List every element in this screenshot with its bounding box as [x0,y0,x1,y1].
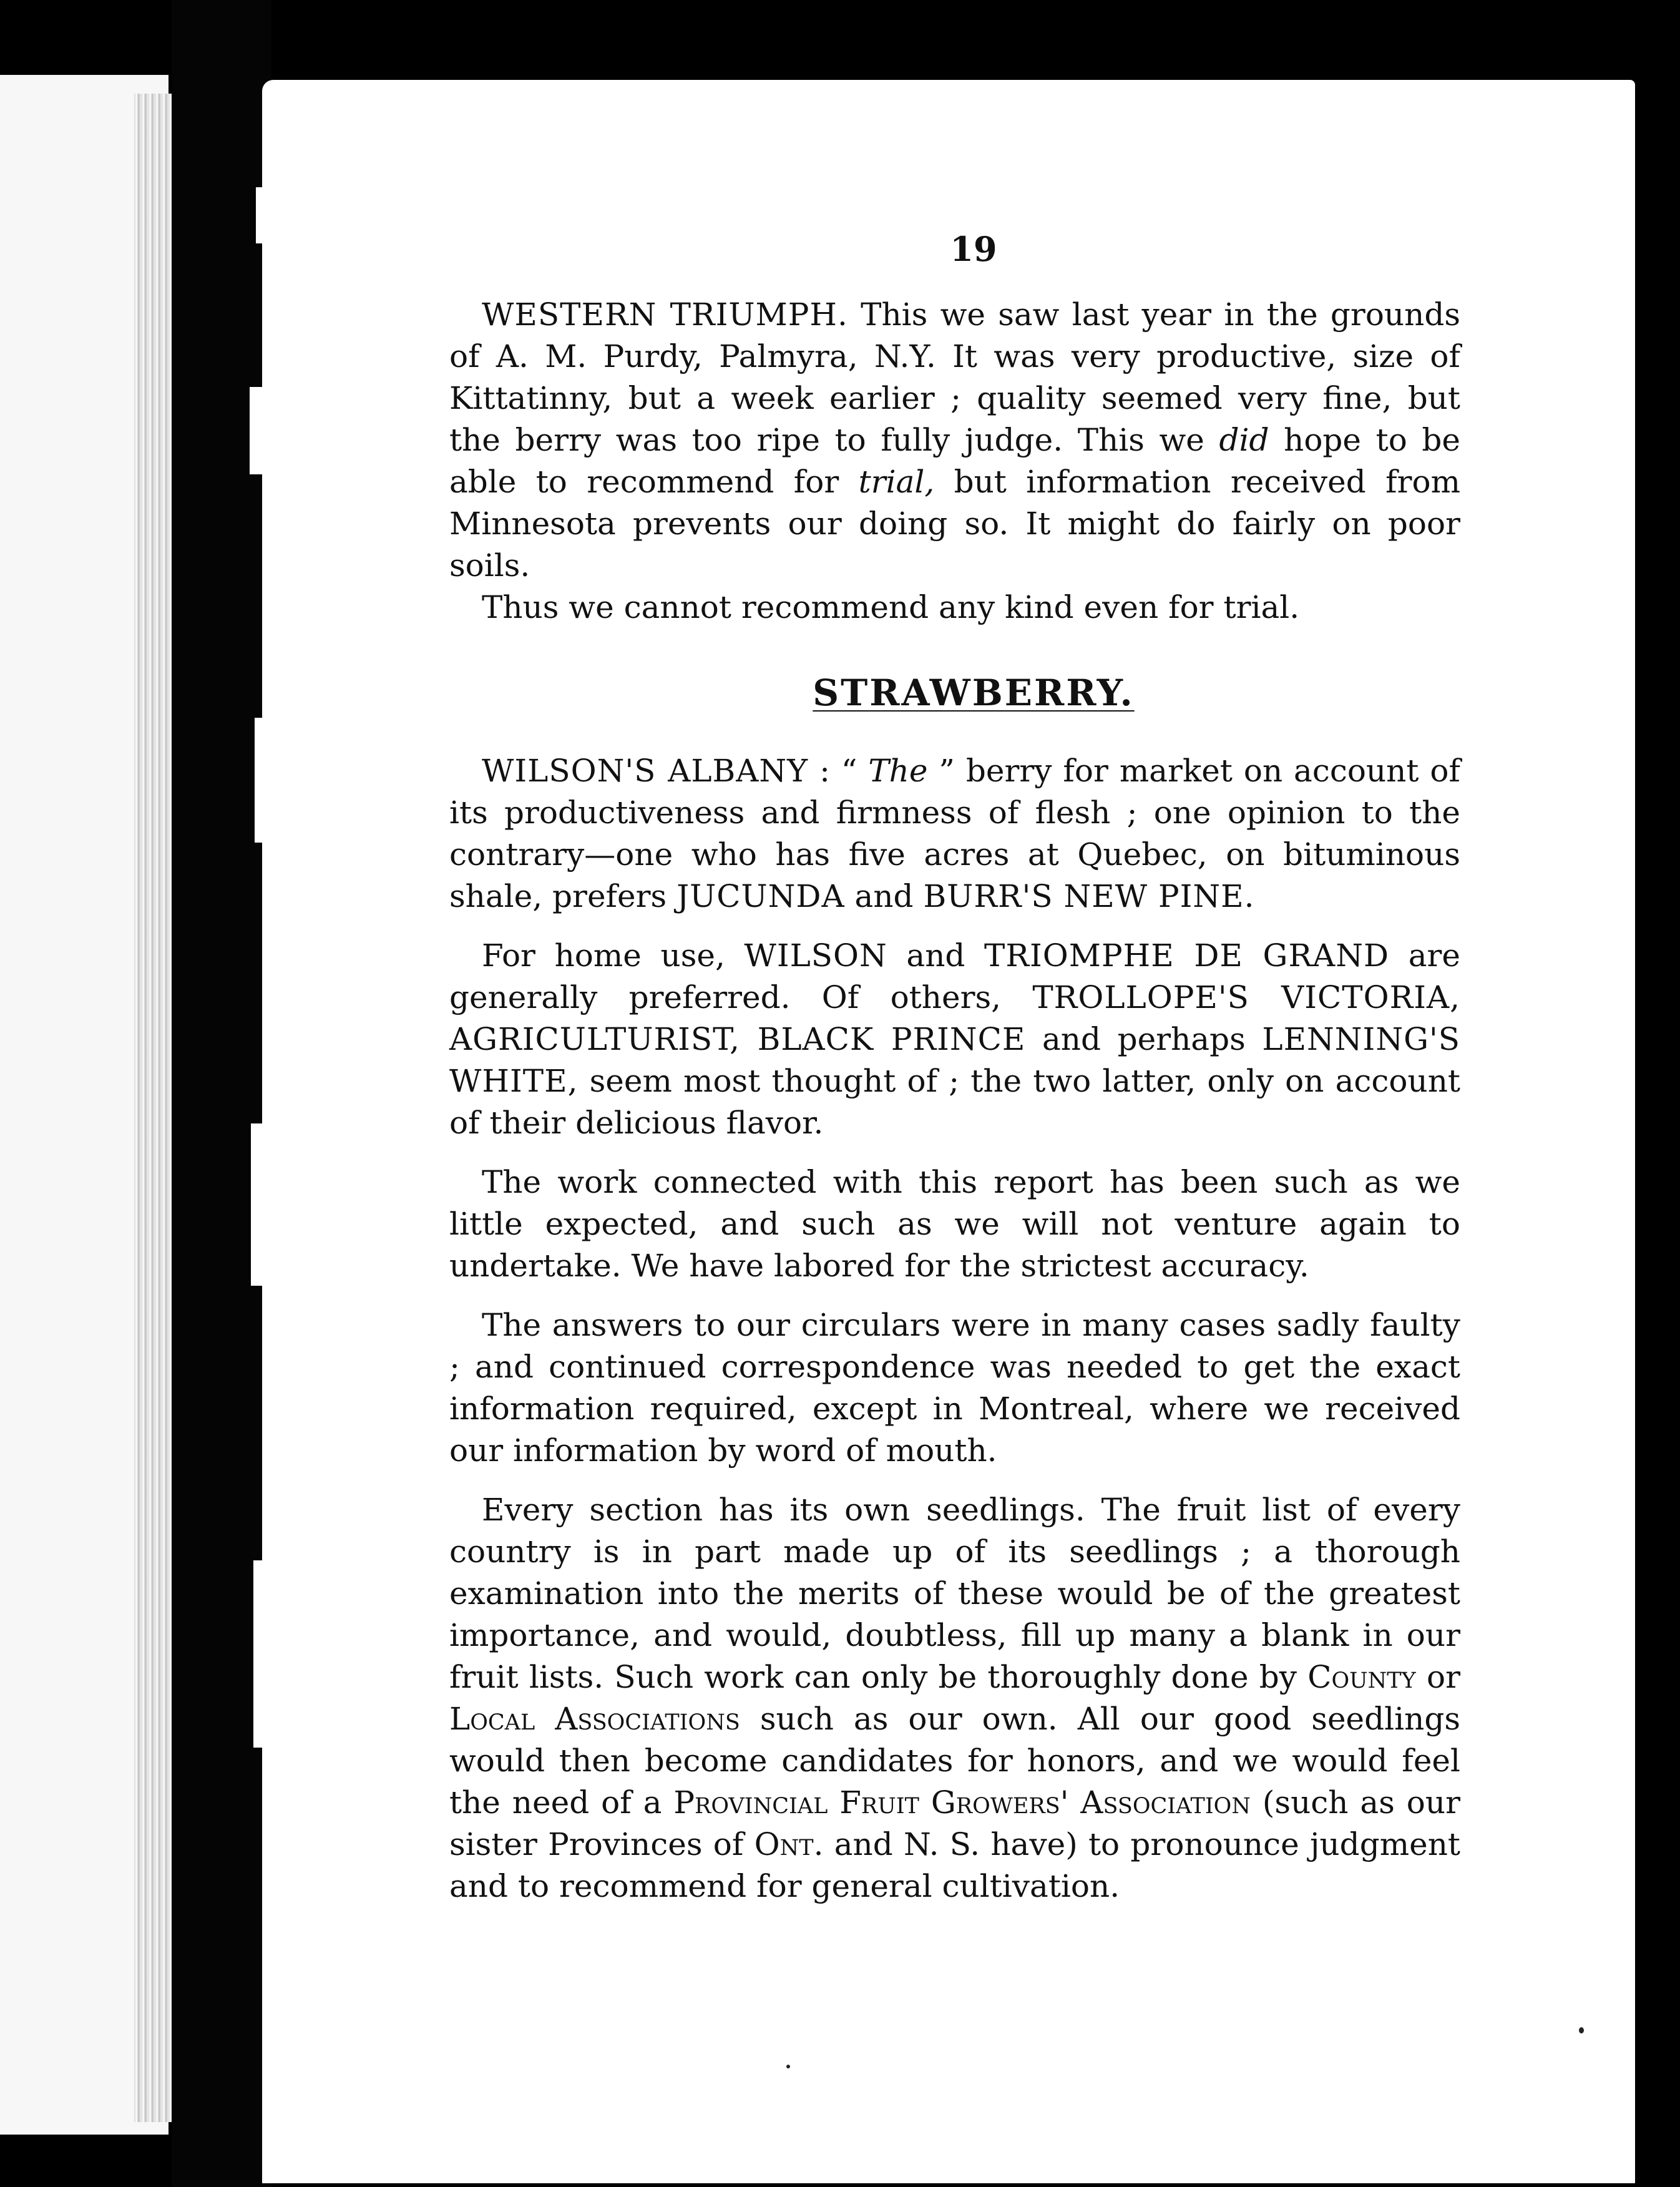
emphasis: did [1219,422,1269,458]
paragraph-text: such as our own. All our good seedlings would then become candidates for honors, and we would feel the need of a [449,1701,1460,1821]
paragraph-text: and [844,878,924,914]
summary-line: Thus we cannot recommend any kind even for trial. [482,589,1300,625]
page-number: 19 [950,229,997,269]
variety-name: WESTERN TRIUMPH. [482,296,848,333]
paragraph-text: but information received from Minnesota prevents our doing so. It might do fairly on poor soils. [449,464,1460,584]
paragraph-text: This we saw last year in the grounds of A. M. Purdy, Palmyra, N.Y. It was very productive, size of Kittatinny, but a week earlier ; quality seemed very fine, but the berry was too ripe to fully judge. This we [449,296,1461,458]
variety-name: BURR'S NEW PINE. [923,878,1255,914]
variety-name: WILSON'S ALBANY [482,753,809,789]
variety-name: WILSON [744,937,887,974]
paragraph-text: Every section has its own seedlings. The fruit list of every country is in part made up of its seedlings ; a thorough examination into the merits of these would be of the greatest importance, and would, doubtless, fill up many a blank in our fruit lists. Such work can only be thoroughly done by [449,1492,1460,1695]
ink-speck [786,2065,790,2068]
facing-page-edge [134,94,172,2122]
paragraph-text: and N. S. have) to pronounce judgment and to recommend for general cultivation. [449,1826,1460,1904]
paragraph-text: hope to be able to recommend for [449,422,1461,500]
variety-name: TROLLOPE'S VICTORIA, AGRICULTURIST, BLACK PRINCE [449,979,1460,1057]
answers-paragraph: The answers to our circulars were in many cases sadly faulty ; and continued correspondence was needed to get the exact information required, except in Montreal, where we received our information by word of mouth. [449,1307,1460,1469]
paragraph-text: are generally preferred. Of others, [449,937,1460,1015]
work-paragraph: The work connected with this report has been such as we little expected, and such as we will not venture again to undertake. We have labored for the strictest accuracy. [449,1164,1460,1284]
home-use-paragraph [449,935,1460,1144]
variety-name: TRIOMPHE DE GRAND [984,937,1390,974]
ink-speck [1579,2027,1584,2033]
section-heading: STRAWBERRY. [813,672,1135,714]
page-text [449,228,1460,1925]
paragraph-text: and [887,937,985,974]
paragraph-text: (such as our sister Provinces of [449,1784,1460,1862]
variety-name: JUCUNDA [676,878,845,914]
paragraph-text: For home use, [482,937,745,974]
variety-name: LENNING'S WHITE, [449,1021,1461,1099]
paragraph-text: and perhaps [1025,1021,1262,1057]
emphasis: trial, [858,464,935,500]
small-caps-term: County [1307,1659,1416,1695]
paragraph-text: ” berry for market on account of its productiveness and firmness of flesh ; one opinion to the contrary—one who has five acres at Quebec, on bituminous shale, prefers [449,753,1460,914]
emphasis: The [868,753,928,789]
seedlings-paragraph [449,1489,1460,1907]
small-caps-term: Ont. [754,1826,824,1862]
paragraph-text: : “ [808,753,869,789]
small-caps-term: Local Associations [449,1701,740,1737]
wilsons-albany-paragraph [449,750,1460,917]
small-caps-term: Provincial Fruit Growers' Association [673,1784,1251,1821]
paragraph-text: or [1415,1659,1460,1695]
paragraph-text: seem most thought of ; the two latter, only on account of their delicious flavor. [449,1063,1460,1141]
book-page [262,80,1635,2183]
book-gutter [172,0,271,2187]
western-triumph-paragraph [449,294,1460,587]
